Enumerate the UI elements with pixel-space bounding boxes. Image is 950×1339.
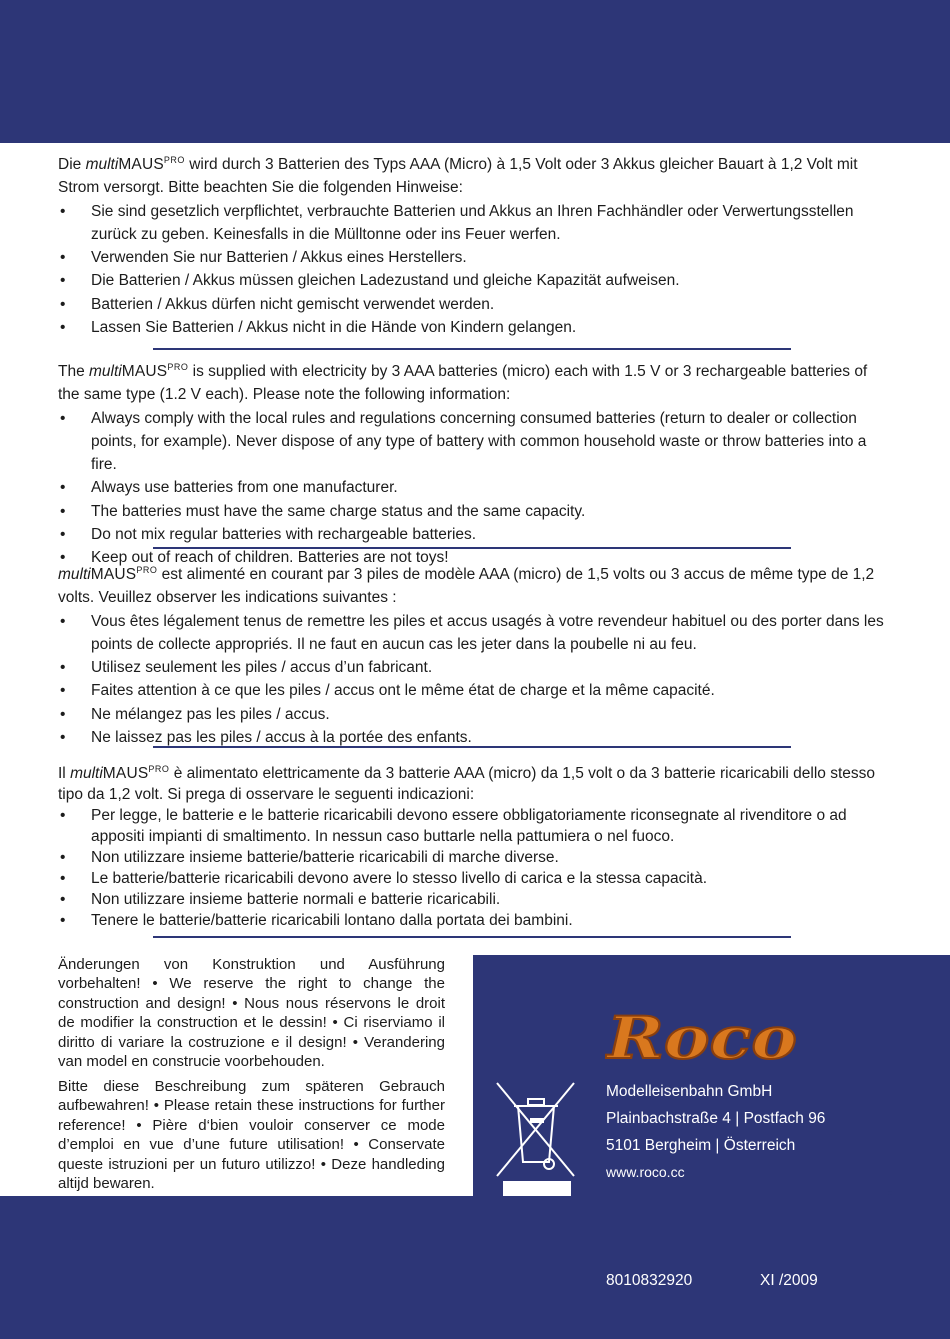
section-german xyxy=(58,149,892,339)
company-city: 5101 Bergheim | Österreich xyxy=(606,1137,796,1154)
list-item: • Tenere le batterie/batterie ricaricabili lontano dalla portata dei bambini. xyxy=(58,910,892,931)
small-mark-icon xyxy=(886,1183,894,1197)
brand-maus: MAUS xyxy=(102,765,149,782)
section-divider xyxy=(153,547,791,549)
brand-pro: PRO xyxy=(163,155,185,165)
english-intro: The multiMAUS$^{PRO}$ is supplied with electricity by 3 AAA batteries (micro) each with 1.5 V or 3 rechargeable batteries of the same type (1.2 V each). Please note the following information: xyxy=(58,362,868,404)
list-item: • Ne laissez pas les piles / accus à la portée des enfants. xyxy=(58,726,892,749)
list-item: • Die Batterien / Akkus müssen gleichen Ladezustand und gleiche Kapazität aufweisen. xyxy=(58,269,892,292)
brand-multi: multi xyxy=(85,156,119,173)
section-italian xyxy=(58,759,892,931)
french-intro: multiMAUS$^{PRO}$ est alimenté en courant par 3 piles de modèle AAA (micro) de 1,5 volts ou 3 accus de même type de 1,2 volts. Veuillez observer les indications suivantes : xyxy=(58,565,875,607)
brand-pro: PRO xyxy=(167,362,189,372)
section-french xyxy=(58,559,892,749)
brand-pro: PRO xyxy=(148,764,170,774)
french-list xyxy=(58,610,892,750)
section-divider xyxy=(153,348,791,350)
list-item: • Verwenden Sie nur Batterien / Akkus eines Herstellers. xyxy=(58,246,892,269)
section-divider xyxy=(153,936,791,938)
list-item: • The batteries must have the same charge status and the same capacity. xyxy=(58,500,892,523)
german-intro: Die multiMAUS$^{PRO}$ wird durch 3 Batterien des Typs AAA (Micro) à 1,5 Volt oder 3 Akkus gleicher Bauart à 1,2 Volt mit Strom versorgt. Bitte beachten Sie die folgenden Hinweise: xyxy=(58,155,858,197)
section-english xyxy=(58,356,892,570)
list-item: • Non utilizzare insieme batterie/batterie ricaricabili di marche diverse. xyxy=(58,847,892,868)
list-item: • Ne mélangez pas les piles / accus. xyxy=(58,703,892,726)
list-item: • Lassen Sie Batterien / Akkus nicht in die Hände von Kindern gelangen. xyxy=(58,316,892,339)
company-website-link[interactable]: www.roco.cc xyxy=(606,1164,685,1180)
list-item: • Batterien / Akkus dürfen nicht gemischt verwendet werden. xyxy=(58,293,892,316)
list-item: • Faites attention à ce que les piles / accus ont le même état de charge et la même capacité. xyxy=(58,679,892,702)
print-date: XI /2009 xyxy=(760,1272,818,1289)
brand-multi: multi xyxy=(70,765,103,782)
german-list xyxy=(58,200,892,340)
top-color-band xyxy=(0,0,950,143)
list-item: • Do not mix regular batteries with rechargeable batteries. xyxy=(58,523,892,546)
list-item: • Always use batteries from one manufacturer. xyxy=(58,476,892,499)
brand-maus: MAUS xyxy=(118,156,164,173)
italian-list xyxy=(58,805,892,931)
company-address: Plainbachstraße 4 | Postfach 96 xyxy=(606,1110,826,1127)
section-divider xyxy=(153,746,791,748)
list-item: • Utilisez seulement les piles / accus d’un fabricant. xyxy=(58,656,892,679)
list-item: • Always comply with the local rules and regulations concerning consumed batteries (return to dealer or collection points, for example). Never dispose of any type of battery with common household waste or throw batteries into a fire. xyxy=(58,407,892,477)
list-item: • Vous êtes légalement tenus de remettre les piles et accus usagés à votre revendeur habituel ou des porter dans les points de collecte appropriés. Il ne faut en aucun cas les jeter dans la poubelle ni au feu. xyxy=(58,610,892,657)
weee-crossed-bin-icon xyxy=(494,1080,578,1180)
roco-logo xyxy=(605,1006,800,1068)
brand-maus: MAUS xyxy=(90,566,137,583)
brand-multi: multi xyxy=(89,363,122,380)
roco-logo-text: Roco xyxy=(605,1006,797,1068)
brand-pro: PRO xyxy=(136,565,158,575)
list-item: • Le batterie/batterie ricaricabili devono avere lo stesso livello di carica e la stessa capacità. xyxy=(58,868,892,889)
company-name: Modelleisenbahn GmbH xyxy=(606,1083,773,1100)
english-list xyxy=(58,407,892,570)
changes-notice: Änderungen von Konstruktion und Ausführung vorbehalten! • We reserve the right to change the construction and design! • Nous nous réservons le droit de modifier la construction et le dessin! • Ci riserviamo il diritto di variare la costruzione e il design! • Verandering van model en construcie voorbehouden. xyxy=(58,956,445,1071)
list-item: • Per legge, le batterie e le batterie ricaricabili devono essere obbligatoriamente riconsegnate al rivenditore o ad appositi impianti di smaltimento. In nessun caso buttarle nella pattumiera o nel fuoco. xyxy=(58,805,892,847)
brand-maus: MAUS xyxy=(121,363,168,380)
retain-notice: Bitte diese Beschreibung zum späteren Gebrauch aufbewahren! • Please retain these instructions for further reference! • Pière d‘bien vouloir conserver ce mode d’emploi en vue d’une future utilisation! • Conservate queste istruzioni per un futuro utilizzo! • Deze handleding altijd bewaren. xyxy=(58,1078,445,1193)
italian-intro: Il multiMAUS$^{PRO}$ è alimentato elettricamente da 3 batterie AAA (micro) da 1,5 volt o da 3 batterie ricaricabili dello stesso tipo da 1,2 volt. Si prega di osservare le seguenti indicazioni: xyxy=(58,764,876,803)
list-item: • Keep out of reach of children. Batteries are not toys! xyxy=(58,546,892,569)
bottom-color-band xyxy=(0,1196,950,1339)
list-item: • Sie sind gesetzlich verpflichtet, verbrauchte Batterien und Akkus an Ihren Fachhändler oder Verwertungsstellen zurück zu geben. Keinesfalls in die Mülltonne oder ins Feuer werfen. xyxy=(58,200,892,247)
brand-multi: multi xyxy=(58,566,91,583)
separate-collection-bar xyxy=(503,1181,571,1197)
article-number: 8010832920 xyxy=(606,1272,693,1289)
list-item: • Non utilizzare insieme batterie normali e batterie ricaricabili. xyxy=(58,889,892,910)
